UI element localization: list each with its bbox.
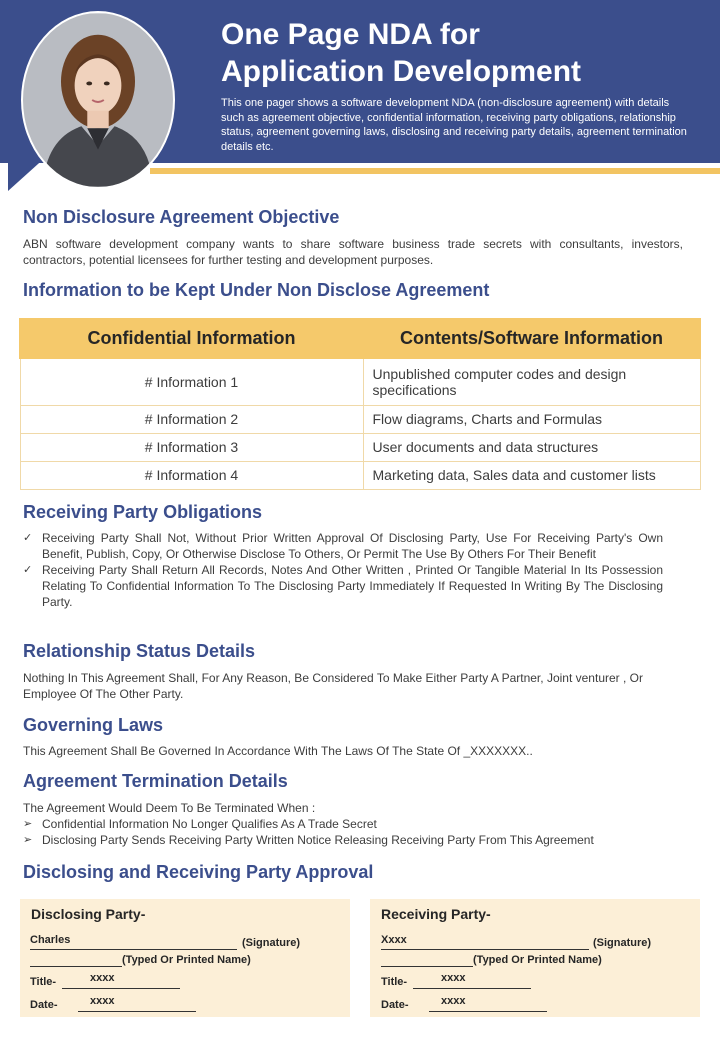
table-cell: Flow diagrams, Charts and Formulas — [363, 405, 700, 433]
person-photo-icon — [23, 13, 173, 187]
check-icon: ✓ — [23, 564, 33, 576]
date-label: Date- — [381, 999, 409, 1011]
page-subtitle: This one pager shows a software development NDA (non-disclosure agreement) with details such as agreement objective, confidential information, receiving party obligations, relationship status, agreement governing laws, disclosing and receiving party details, agreement termination details etc. — [221, 97, 687, 153]
typed-name-line[interactable] — [30, 966, 122, 967]
objective-text: ABN software development company wants to share software business trade secrets with consultants, investors, contractors, potential licensees for further testing and development purposes. — [23, 237, 683, 267]
table-row — [20, 461, 700, 489]
termination-list — [23, 816, 683, 848]
date-value[interactable]: xxxx — [441, 995, 466, 1007]
list-item — [23, 832, 683, 848]
obligations-list — [23, 530, 663, 610]
title-value[interactable]: xxxx — [441, 972, 466, 984]
table-cell: Unpublished computer codes and design specifications — [363, 358, 700, 405]
signature-label: (Signature) — [242, 937, 301, 949]
avatar — [21, 11, 175, 189]
typed-name-line[interactable] — [381, 966, 473, 967]
typed-name-label: (Typed Or Printed Name) — [122, 954, 251, 966]
title-line-1: One Page NDA for — [221, 18, 480, 51]
date-line — [429, 1011, 547, 1012]
arrow-icon: ➢ — [23, 834, 33, 846]
page-title — [221, 16, 701, 90]
signature-name[interactable]: Xxxx — [381, 934, 407, 946]
list-item — [23, 562, 663, 610]
list-item-text: Receiving Party Shall Return All Records, Notes And Other Written , Printed Or Tangible Material In Its Possession Relating To Confidential Information To The Disclosing Party Immediately If Requested In Writing By The Disclosing Party. — [42, 563, 663, 609]
termination-heading: Agreement Termination Details — [23, 771, 288, 791]
table-cell: # Information 2 — [20, 405, 363, 433]
info-heading: Information to be Kept Under Non Disclose Agreement — [23, 280, 490, 300]
signature-name[interactable]: Charles — [30, 934, 71, 946]
list-item-text: Receiving Party Shall Not, Without Prior Written Approval Of Disclosing Party, Use For Receiving Party's Own Benefit, Publish, Copy, Or Otherwise Disclose To Others, Or Permit The Use By Others For Their Benefit — [42, 531, 663, 561]
list-item-text: Disclosing Party Sends Receiving Party Written Notice Releasing Receiving Party From This Agreement — [42, 833, 594, 847]
disclosing-party-label: Disclosing Party- — [31, 906, 146, 922]
arrow-icon: ➢ — [23, 818, 33, 830]
approval-heading: Disclosing and Receiving Party Approval — [23, 862, 374, 882]
disclosing-party-box — [20, 899, 350, 1017]
list-item — [23, 816, 683, 832]
confidential-info-table — [19, 318, 701, 490]
typed-name-label: (Typed Or Printed Name) — [473, 954, 602, 966]
title-label: Title- — [381, 976, 408, 988]
table-row — [20, 433, 700, 461]
receiving-party-label: Receiving Party- — [381, 906, 491, 922]
table-cell: # Information 1 — [20, 358, 363, 405]
date-label: Date- — [30, 999, 58, 1011]
title-line — [413, 988, 531, 989]
column-header: Contents/Software Information — [363, 319, 700, 358]
table-cell: Marketing data, Sales data and customer lists — [363, 461, 700, 489]
relationship-text: Nothing In This Agreement Shall, For Any Reason, Be Considered To Make Either Party A Partner, Joint venturer , Or Employee Of The Other Party. — [23, 671, 643, 701]
table-row — [20, 358, 700, 405]
list-item-text: Confidential Information No Longer Qualifies As A Trade Secret — [42, 817, 377, 831]
governing-heading: Governing Laws — [23, 715, 164, 735]
title-value[interactable]: xxxx — [90, 972, 115, 984]
table-header-row — [20, 319, 700, 358]
receiving-party-box — [370, 899, 700, 1017]
signature-label: (Signature) — [593, 937, 652, 949]
termination-intro: The Agreement Would Deem To Be Terminated When : — [23, 801, 316, 815]
title-line — [62, 988, 180, 989]
date-line — [78, 1011, 196, 1012]
table-cell: User documents and data structures — [363, 433, 700, 461]
date-value[interactable]: xxxx — [90, 995, 115, 1007]
check-icon: ✓ — [23, 532, 33, 544]
governing-text: This Agreement Shall Be Governed In Accordance With The Laws Of The State Of _XXXXXXX.. — [23, 744, 533, 758]
signature-line — [30, 949, 237, 950]
title-line-2: Application Development — [221, 55, 582, 88]
title-label: Title- — [30, 976, 57, 988]
obligations-heading: Receiving Party Obligations — [23, 502, 263, 522]
gold-stripe — [150, 168, 720, 174]
table-cell: # Information 4 — [20, 461, 363, 489]
relationship-heading: Relationship Status Details — [23, 641, 256, 661]
column-header: Confidential Information — [20, 319, 363, 358]
objective-heading: Non Disclosure Agreement Objective — [23, 207, 340, 227]
table-row — [20, 405, 700, 433]
list-item — [23, 530, 663, 562]
table-cell: # Information 3 — [20, 433, 363, 461]
signature-line — [381, 949, 589, 950]
